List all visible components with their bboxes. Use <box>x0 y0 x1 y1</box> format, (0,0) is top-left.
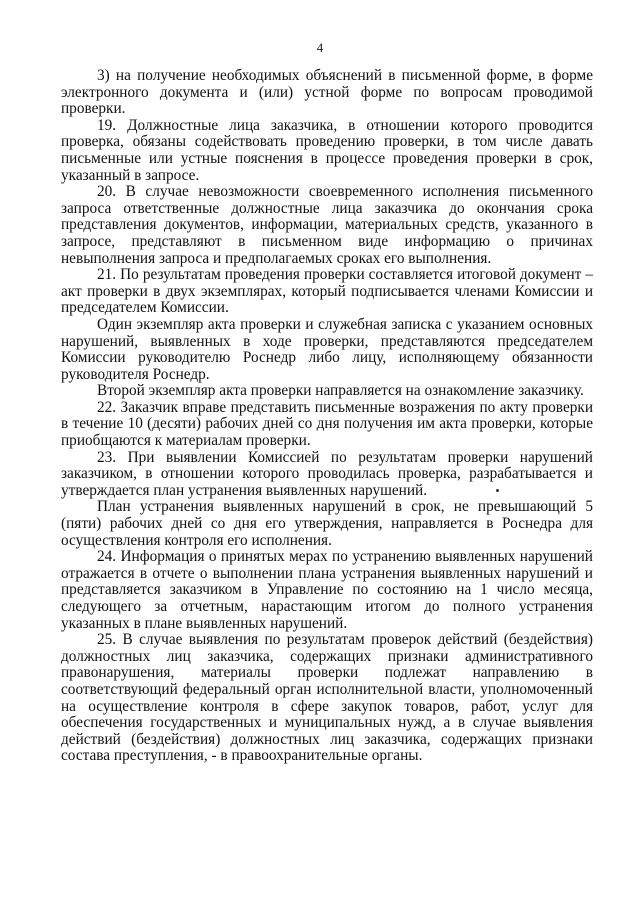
paragraph-19: 19. Должностные лица заказчика, в отношении которого проводится проверка, обязаны содействовать проведению проверки, в том числе давать письменные или устные пояснения в процессе проведения проверки в срок, указанный в запросе. <box>61 116 593 184</box>
scan-speck-mark <box>496 489 499 492</box>
paragraph-21: 21. По результатам проведения проверки составляется итоговой документ – акт проверки в двух экземплярах, который подписывается членами Комиссии и председателем Комиссии. <box>61 266 593 317</box>
document-body <box>61 68 593 765</box>
paragraph-23-plan: План устранения выявленных нарушений в срок, не превышающий 5 (пяти) рабочих дней со дня его утверждения, направляется в Роснедра для осуществления контроля его исполнения. <box>61 498 593 549</box>
paragraph-21-copy-one: Один экземпляр акта проверки и служебная записка с указанием основных нарушений, выявленных в ходе проверки, представляются председателем Комиссии руководителю Роснедр либо лицу, исполняющему обязанности руководителя Роснедр. <box>61 315 593 383</box>
paragraph-22: 22. Заказчик вправе представить письменные возражения по акту проверки в течение 10 (десяти) рабочих дней со дня получения им акта проверки, которые приобщаются к материалам проверки. <box>61 398 593 450</box>
paragraph-25: 25. В случае выявления по результатам проверок действий (бездействия) должностных лиц заказчика, содержащих признаки административного правонарушения, материалы проверки подлежат направлению в соответствующий федеральный орган исполнительной власти, уполномоченный на осуществление контроля в сфере закупок товаров, работ, услуг для обеспечения государственных и муниципальных нужд, а в случае выявления действий (бездействия) должностных лиц заказчика, содержащих признаки состава преступления, - в правоохранительные органы. <box>61 631 593 765</box>
paragraph-23: 23. При выявлении Комиссией по результатам проверки нарушений заказчиком, в отношении которого проводилась проверка, разрабатывается и утверждается план устранения выявленных нарушений. <box>61 448 593 499</box>
paragraph-20: 20. В случае невозможности своевременного исполнения письменного запроса ответственные должностные лица заказчика до окончания срока представления документов, информации, материальных средств, указанного в запросе, представляют в письменном виде информацию о причинах невыполнения запроса и предполагаемых сроках его выполнения. <box>61 183 593 267</box>
page-number: 4 <box>316 40 324 55</box>
paragraph-24: 24. Информация о принятых мерах по устранению выявленных нарушений отражается в отчете о выполнении плана устранения выявленных нарушений и представляется заказчиком в Управление по состоянию на 1 число месяца, следующего за отчетным, нарастающим итогом до полного устранения указанных в плане выявленных нарушений. <box>61 548 593 632</box>
paragraph-21-copy-two: Второй экземпляр акта проверки направляется на ознакомление заказчику. <box>97 382 584 400</box>
paragraph-item-3: 3) на получение необходимых объяснений в письменной форме, в форме электронного документа и (или) устной форме по вопросам проводимой проверки. <box>61 67 593 118</box>
